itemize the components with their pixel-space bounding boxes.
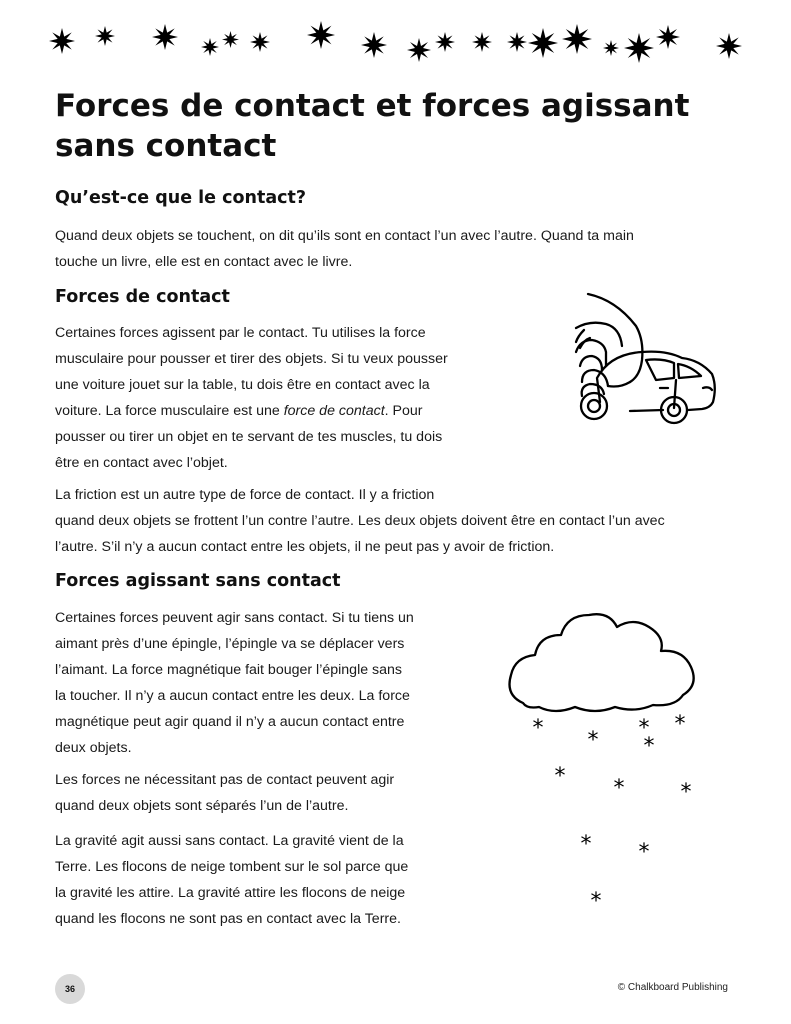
svg-text:*: * [554, 764, 566, 789]
section-heading-noncontact-forces: Forces agissant sans contact [55, 571, 341, 591]
page-title: Forces de contact et forces agissant sans contact [55, 88, 690, 164]
text-line: Certaines forces peuvent agir sans contact. Si tu tiens un [55, 610, 414, 626]
text-line: pousser ou tirer un objet en te servant de tes muscles, tu dois [55, 429, 443, 445]
paragraph-noncontact-summary [55, 767, 394, 819]
text-line: la gravité les attire. La gravité attire les flocons de neige [55, 885, 406, 901]
text-line: Les forces ne nécessitant pas de contact peuvent agir [55, 772, 395, 788]
svg-text:*: * [643, 734, 655, 759]
svg-text:*: * [587, 728, 599, 753]
text-line [55, 398, 448, 424]
svg-text:*: * [680, 780, 692, 805]
text-line: la toucher. Il n’y a aucun contact entre les deux. La force [55, 688, 410, 704]
text-line: Certaines forces agissent par le contact. Tu utilises la force [55, 325, 426, 341]
svg-text:*: * [638, 716, 650, 741]
text-line: l’autre. S’il n’y a aucun contact entre les objets, il ne peut pas y avoir de friction. [55, 539, 555, 555]
text-line: deux objets. [55, 740, 132, 756]
text-line: touche un livre, elle est en contact avec le livre. [55, 254, 353, 270]
star-burst-border [0, 0, 791, 70]
paragraph-friction [55, 482, 665, 560]
text-line: musculaire pour pousser et tirer des objets. Si tu veux pousser [55, 351, 448, 367]
text-run: . Pour [384, 403, 423, 419]
section-heading-contact-question: Qu’est-ce que le contact? [55, 188, 307, 208]
page-number-badge [55, 974, 85, 1004]
paragraph-muscular-force [55, 320, 448, 476]
paragraph-contact-definition [55, 223, 634, 275]
text-line: quand deux objets sont séparés l’un de l’autre. [55, 798, 349, 814]
text-line: La friction est un autre type de force de contact. Il y a friction [55, 487, 435, 503]
text-line: l’aimant. La force magnétique fait bouger l’épingle sans [55, 662, 403, 678]
copyright-notice: © Chalkboard Publishing [617, 982, 728, 993]
cloud-with-snowflakes-icon [505, 605, 705, 915]
paragraph-magnetic-force [55, 605, 414, 761]
text-line: Terre. Les flocons de neige tombent sur le sol parce que [55, 859, 409, 875]
hand-pushing-toy-car-icon [570, 290, 722, 428]
page-number: 36 [64, 984, 75, 994]
text-line: La gravité agit aussi sans contact. La gravité vient de la [55, 833, 404, 849]
svg-text:*: * [590, 889, 602, 914]
text-line: aimant près d’une épingle, l’épingle va se déplacer vers [55, 636, 405, 652]
paragraph-gravity [55, 828, 408, 932]
svg-text:*: * [580, 832, 592, 857]
text-line: Quand deux objets se touchent, on dit qu’ils sont en contact l’un avec l’autre. Quand ta main [55, 228, 634, 244]
text-line: une voiture jouet sur la table, tu dois être en contact avec la [55, 377, 430, 393]
text-line: quand les flocons ne sont pas en contact avec la Terre. [55, 911, 401, 927]
text-run: voiture. La force musculaire est une [55, 403, 284, 419]
svg-text:*: * [532, 716, 544, 741]
text-line: magnétique peut agir quand il n’y a aucun contact entre [55, 714, 405, 730]
svg-text:*: * [674, 712, 686, 737]
svg-text:*: * [613, 776, 625, 801]
text-line: quand deux objets se frottent l’un contre l’autre. Les deux objets doivent être en contact l’un avec [55, 513, 665, 529]
section-heading-contact-forces: Forces de contact [55, 287, 230, 307]
text-line: être en contact avec l’objet. [55, 455, 228, 471]
svg-text:*: * [638, 840, 650, 865]
emphasis-term: force de contact [283, 403, 385, 419]
